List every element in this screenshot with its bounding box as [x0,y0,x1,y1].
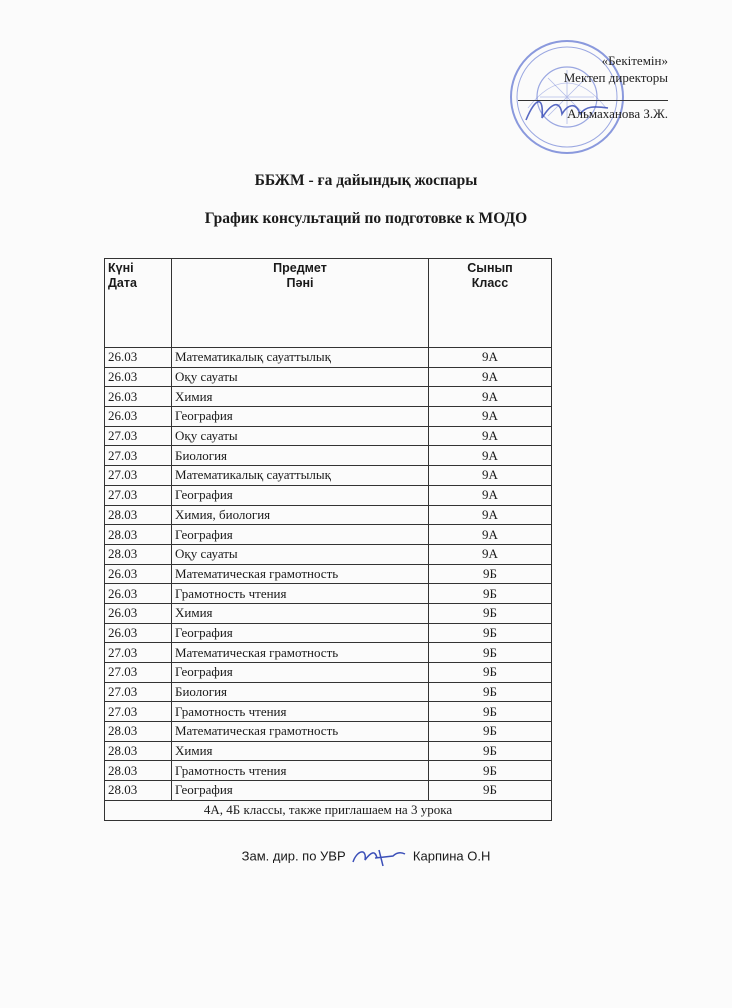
row-date: 28.03 [105,525,172,545]
document-title: ББЖМ - ға дайындық жоспары [254,172,478,189]
row-date: 28.03 [105,505,172,525]
table-row [105,663,552,683]
row-subject: Грамотность чтения [172,702,429,722]
row-subject: Химия, биология [172,505,429,525]
row-class: 9Б [429,741,552,761]
row-class: 9А [429,348,552,368]
table-row [105,702,552,722]
table-row [105,407,552,427]
row-subject: Химия [172,387,429,407]
row-class: 9Б [429,603,552,623]
row-date: 27.03 [105,485,172,505]
row-subject: Химия [172,741,429,761]
table-row [105,761,552,781]
header-subject-kz: Пәні [286,276,314,290]
row-class: 9А [429,407,552,427]
row-subject: География [172,407,429,427]
row-class: 9А [429,505,552,525]
row-class: 9А [429,525,552,545]
row-date: 26.03 [105,367,172,387]
row-subject: Математическая грамотность [172,564,429,584]
header-class-ru: Класс [471,276,509,290]
footer-position: Зам. дир. по УВР [241,848,346,864]
row-date: 26.03 [105,348,172,368]
approval-position: Мектеп директоры [563,70,668,85]
table-note-row [105,800,552,820]
table-row [105,603,552,623]
row-date: 27.03 [105,702,172,722]
row-subject: Грамотность чтения [172,584,429,604]
row-subject: Математическая грамотность [172,722,429,742]
footer-signature-line [0,846,732,868]
approval-heading: «Бекітемін» [601,53,668,68]
row-date: 27.03 [105,446,172,466]
table-row [105,584,552,604]
row-date: 28.03 [105,761,172,781]
table-row [105,367,552,387]
row-subject: География [172,623,429,643]
table-row [105,387,552,407]
table-row [105,682,552,702]
row-date: 28.03 [105,544,172,564]
document-subtitle: График консультаций по подготовке к МОДО [204,210,528,227]
row-class: 9Б [429,623,552,643]
row-class: 9А [429,426,552,446]
header-subject-ru: Предмет [273,261,327,275]
header-class-kz: Сынып [467,261,513,275]
row-subject: География [172,663,429,683]
table-body [105,348,552,801]
row-class: 9А [429,367,552,387]
row-class: 9Б [429,564,552,584]
row-subject: Оқу сауаты [172,426,429,446]
row-date: 26.03 [105,623,172,643]
row-subject: Биология [172,446,429,466]
row-class: 9Б [429,722,552,742]
row-date: 28.03 [105,722,172,742]
row-date: 26.03 [105,407,172,427]
table-row [105,446,552,466]
table-row [105,623,552,643]
consultation-schedule-table [104,258,552,821]
row-class: 9А [429,466,552,486]
row-date: 26.03 [105,387,172,407]
row-subject: Математикалық сауаттылық [172,466,429,486]
row-subject: Химия [172,603,429,623]
row-class: 9Б [429,584,552,604]
row-subject: География [172,525,429,545]
row-date: 26.03 [105,584,172,604]
row-date: 26.03 [105,564,172,584]
table-header-row [105,259,552,348]
row-date: 27.03 [105,643,172,663]
row-class: 9А [429,446,552,466]
table-row [105,466,552,486]
deputy-signature [349,846,409,868]
row-date: 26.03 [105,603,172,623]
row-subject: География [172,781,429,801]
header-subject [172,259,429,348]
row-date: 27.03 [105,426,172,446]
footer-name: Карпина О.Н [412,848,491,864]
row-date: 28.03 [105,781,172,801]
table-note: 4А, 4Б классы, также приглашаем на 3 урока [105,800,552,820]
table-row [105,741,552,761]
row-date: 27.03 [105,663,172,683]
row-class: 9Б [429,702,552,722]
header-date-ru: Дата [108,276,137,290]
table-row [105,722,552,742]
table-row [105,781,552,801]
header-date [105,259,172,348]
row-class: 9А [429,387,552,407]
approval-block [518,52,668,122]
header-date-kz: Күні [108,261,134,275]
row-subject: Оқу сауаты [172,544,429,564]
row-class: 9Б [429,682,552,702]
table-row [105,505,552,525]
row-date: 27.03 [105,682,172,702]
approval-director-name: Альмаханова З.Ж. [567,106,668,121]
row-class: 9Б [429,781,552,801]
row-class: 9Б [429,643,552,663]
table-row [105,426,552,446]
row-subject: Оқу сауаты [172,367,429,387]
table-row [105,485,552,505]
row-subject: Грамотность чтения [172,761,429,781]
table-row [105,564,552,584]
table-row [105,544,552,564]
row-subject: Математическая грамотность [172,643,429,663]
table-row [105,525,552,545]
row-subject: География [172,485,429,505]
row-class: 9Б [429,663,552,683]
table-row [105,643,552,663]
approval-signature-line [518,86,668,101]
header-class [429,259,552,348]
table-row [105,348,552,368]
row-class: 9А [429,485,552,505]
row-class: 9Б [429,761,552,781]
row-subject: Математикалық сауаттылық [172,348,429,368]
row-date: 28.03 [105,741,172,761]
row-subject: Биология [172,682,429,702]
row-class: 9А [429,544,552,564]
row-date: 27.03 [105,466,172,486]
